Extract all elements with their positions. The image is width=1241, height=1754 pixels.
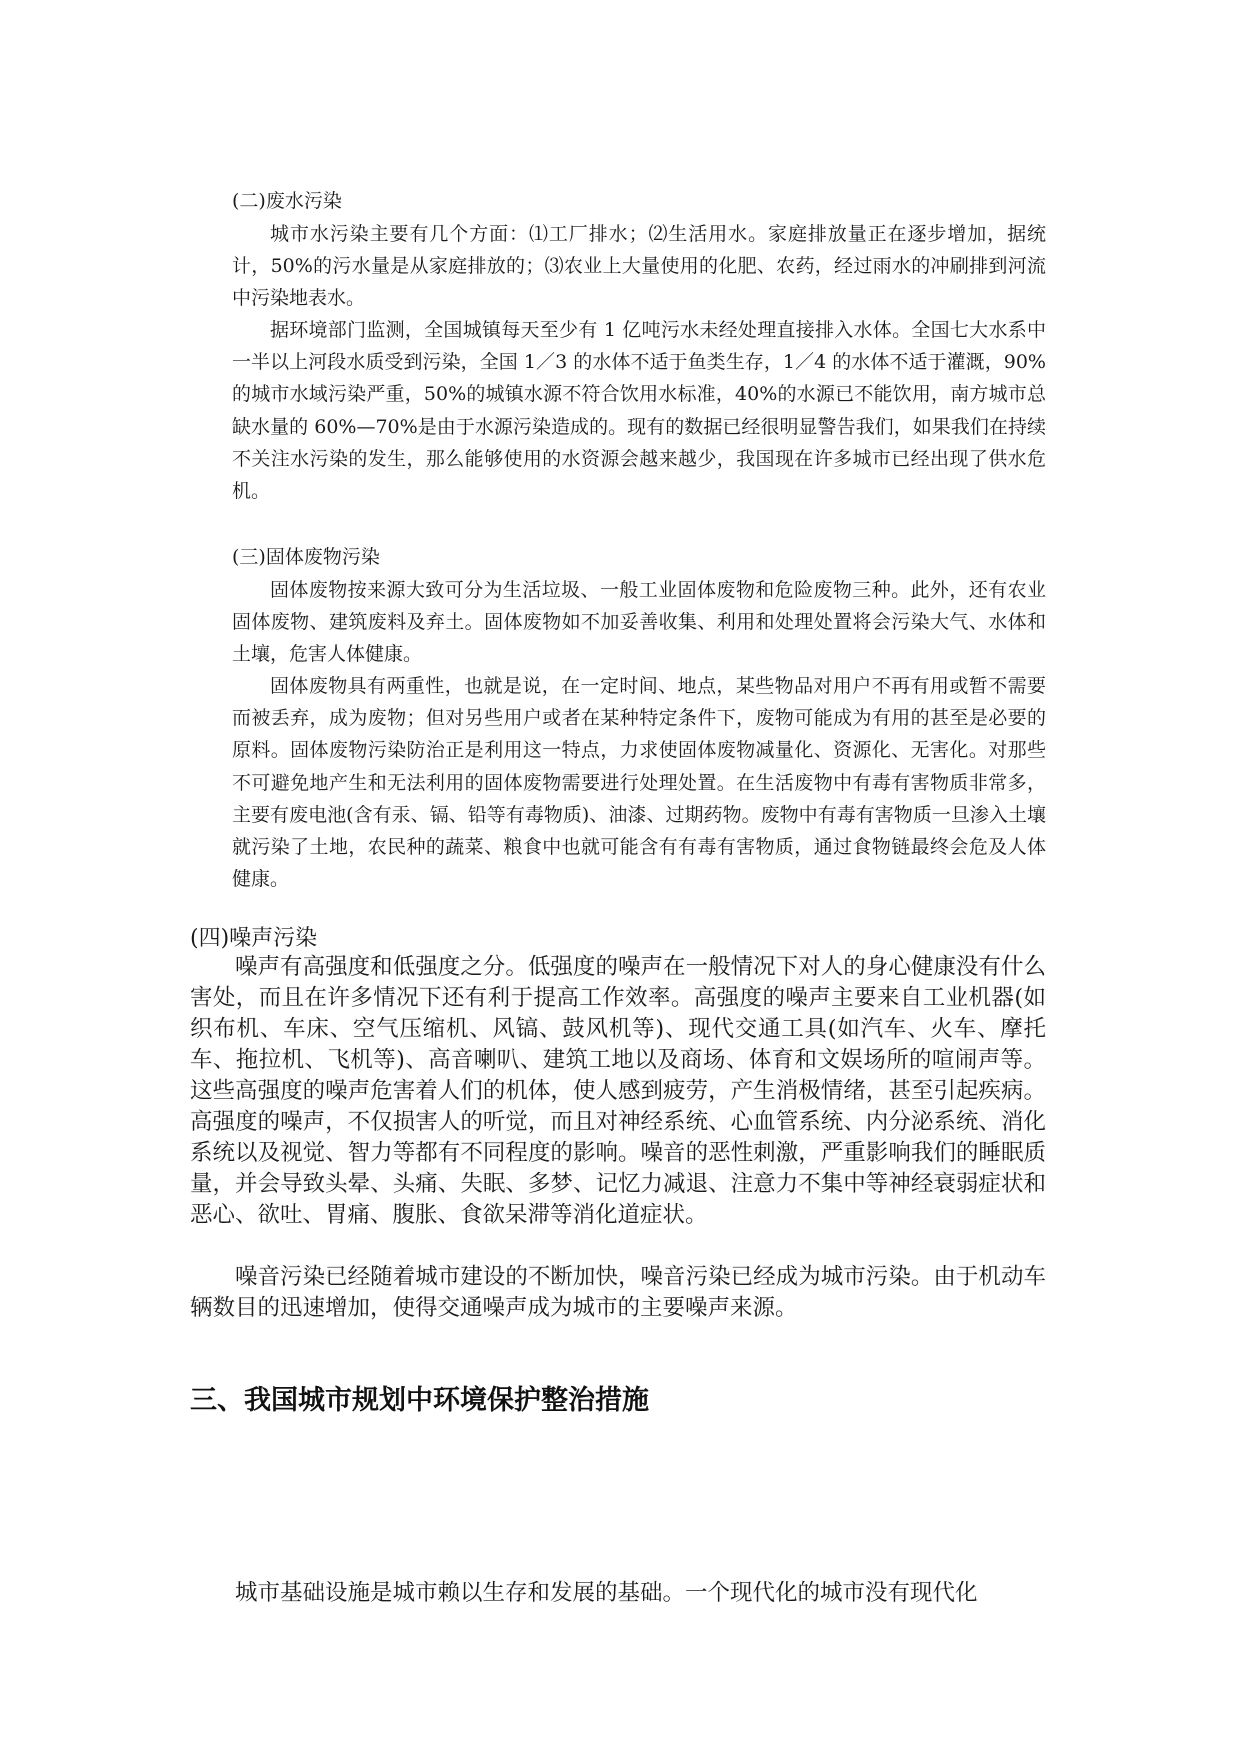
chapter-heading: 三、我国城市规划中环境保护整治措施 (190, 1385, 649, 1416)
paragraph-infrastructure: 城市基础设施是城市赖以生存和发展的基础。一个现代化的城市没有现代化 (235, 1580, 978, 1606)
paragraph-wastewater-1: 城市水污染主要有几个方面：⑴工厂排水；⑵生活用水。家庭排放量正在逐步增加，据统计，50%的污水量是从家庭排放的；⑶农业上大量使用的化肥、农药，经过雨水的冲刷排到河流中污染地表水。 (232, 223, 1046, 310)
section-heading-solid-waste: (三)固体废物污染 (232, 546, 380, 568)
paragraph-noise-1: 噪声有高强度和低强度之分。低强度的噪声在一般情况下对人的身心健康没有什么害处，而且在许多情况下还有利于提高工作效率。高强度的噪声主要来自工业机器(如织布机、车床、空气压缩机、风镐、鼓风机等)、现代交通工具(如汽车、火车、摩托车、拖拉机、飞机等)、高音喇叭、建筑工地以及商场、体育和文娱场所的喧闹声等。这些高强度的噪声危害着人们的机体，使人感到疲劳，产生消极情绪，甚至引起疾病。高强度的噪声，不仅损害人的听觉，而且对神经系统、心血管系统、内分泌系统、消化系统以及视觉、智力等都有不同程度的影响。噪音的恶性刺激，严重影响我们的睡眠质量，并会导致头晕、头痛、失眠、多梦、记忆力减退、注意力不集中等神经衰弱症状和恶心、欲吐、胃痛、腹胀、食欲呆滞等消化道症状。 (190, 954, 1046, 1228)
paragraph-solid-waste-1: 固体废物按来源大致可分为生活垃圾、一般工业固体废物和危险废物三种。此外，还有农业固体废物、建筑废料及弃土。固体废物如不加妥善收集、利用和处理处置将会污染大气、水体和土壤，危害人体健康。 (232, 579, 1046, 666)
section-heading-wastewater: (二)废水污染 (232, 190, 342, 212)
paragraph-noise-2: 噪音污染已经随着城市建设的不断加快，噪音污染已经成为城市污染。由于机动车辆数目的迅速增加，使得交通噪声成为城市的主要噪声来源。 (190, 1264, 1046, 1321)
section-heading-noise: (四)噪声污染 (190, 926, 318, 951)
paragraph-wastewater-2: 据环境部门监测，全国城镇每天至少有 1 亿吨污水未经处理直接排入水体。全国七大水系中一半以上河段水质受到污染，全国 1／3 的水体不适于鱼类生存，1／4 的水体不适于灌溉，90%的城市水域污染严重，50%的城镇水源不符合饮用水标准，40%的水源已不能饮用，南方城市总缺水量的 60%—70%是由于水源污染造成的。现有的数据已经很明显警告我们，如果我们在持续不关注水污染的发生，那么能够使用的水资源会越来越少，我国现在许多城市已经出现了供水危机。 (232, 319, 1046, 503)
paragraph-solid-waste-2: 固体废物具有两重性，也就是说，在一定时间、地点，某些物品对用户不再有用或暂不需要而被丢弃，成为废物；但对另些用户或者在某种特定条件下，废物可能成为有用的甚至是必要的原料。固体废物污染防治正是利用这一特点，力求使固体废物减量化、资源化、无害化。对那些不可避免地产生和无法利用的固体废物需要进行处理处置。在生活废物中有毒有害物质非常多，主要有废电池(含有汞、镉、铅等有毒物质)、油漆、过期药物。废物中有毒有害物质一旦渗入土壤就污染了土地，农民种的蔬菜、粮食中也就可能含有有毒有害物质，通过食物链最终会危及人体健康。 (232, 675, 1046, 891)
